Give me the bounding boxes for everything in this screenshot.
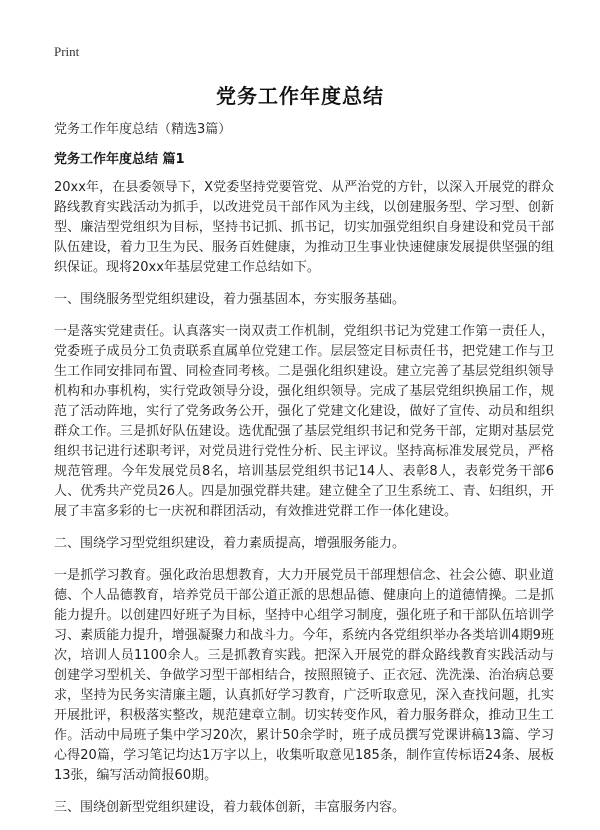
paragraph-service-details: 一是落实党建责任。认真落实一岗双责工作机制，党组织书记为党建工作第一责任人，党委班子成员分工负责联系直属单位党建工作。层层签定目标责任书，把党建工作与卫生工作同安排同布置、同检查同考核。二是强化组织建设。建立完善了基层党组织领导机构和办事机构，实行党政领导分设，强化组织领导。完成了基层党组织换届工作，规范了活动阵地，实行了党务政务公开，强化了党建文化建设，做好了宣传、动员和组织群众工作。三是抓好队伍建设。选优配强了基层党组织书记和党务干部，定期对基层党组织书记进行述职考评，对党员进行党性分析、民主评议。坚持高标准发展党员，严格规范管理。今年发展党员8名，培训基层党组织书记14人、表彰8人，表彰党务干部6人、优秀共产党员26人。四是加强党群共建。建立健全了卫生系统工、青、妇组织，开展了丰富多彩的七一庆祝和群团活动，有效推进党群工作一体化建设。 bbox=[54, 324, 554, 519]
document-subtitle: 党务工作年度总结（精选3篇） bbox=[54, 122, 232, 137]
heading-innovation-party: 三、围绕创新型党组织建设，着力载体创新，丰富服务内容。 bbox=[54, 800, 406, 815]
heading-learning-party: 二、围绕学习型党组织建设，着力素质提高，增强服务能力。 bbox=[54, 536, 406, 551]
paragraph-intro: 20xx年，在县委领导下，X党委坚持党要管党、从严治党的方针，以深入开展党的群众路线教育实践活动为抓手，以改进党员干部作风为主线，以创建服务型、学习型、创新型、廉洁型党组织为目标，坚持书记抓、抓书记，切实加强党组织自身建设和党员干部队伍建设，着力卫生为民、服务百姓健康，为推动卫生事业快速健康发展提供坚强的组织保证。现将20xx年基层党建工作总结如下。 bbox=[54, 180, 554, 275]
paragraph-learning-details: 一是抓学习教育。强化政治思想教育，大力开展党员干部理想信念、社会公德、职业道德、个人品德教育，培养党员干部公道正派的思想品德、健康向上的道德情操。二是抓能力提升。以创建四好班子为目标，坚持中心组学习制度，强化班子和干部队伍培训学习、素质能力提升，增强凝聚力和战斗力。今年，系统内各党组织举办各类培训4期9班次，培训人员1100余人。三是抓教育实践。把深入开展党的群众路线教育实践活动与创建学习型机关、争做学习型干部相结合，按照照镜子、正衣冠、洗洗澡、治治病总要求，坚持为民务实清廉主题，认真抓好学习教育，广泛听取意见，深入查找问题，扎实开展批评，积极落实整改，规范建章立制。切实转变作风，着力服务群众，推动卫生工作。活动中局班子集中学习20次，累计50余学时，班子成员撰写党课讲稿13篇、学习心得20篇，学习笔记均达1万字以上，收集听取意见185条，制作宣传标语24条、展板13张，编写活动简报60期。 bbox=[54, 568, 554, 783]
heading-service-party: 一、围绕服务型党组织建设，着力强基固本，夯实服务基础。 bbox=[54, 292, 406, 307]
page-title: 党务工作年度总结 bbox=[216, 84, 384, 108]
document-body bbox=[54, 178, 554, 830]
print-label[interactable]: Print bbox=[54, 44, 80, 59]
section-title: 党务工作年度总结 篇1 bbox=[54, 152, 185, 167]
